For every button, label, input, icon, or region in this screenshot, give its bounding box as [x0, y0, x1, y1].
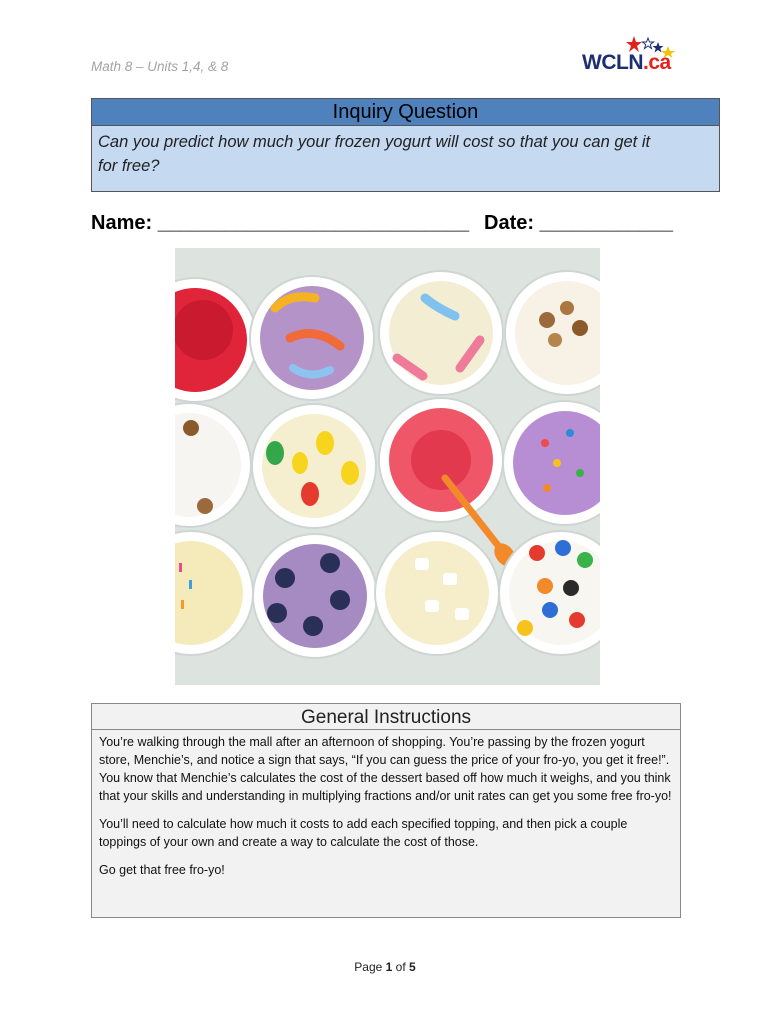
date-field[interactable]: Date: ____________: [484, 212, 674, 234]
page-word: Page: [354, 960, 383, 974]
yogurt-cup-vanilla-gummy: [379, 271, 503, 395]
yogurt-cup-marshmallow: [375, 531, 499, 655]
page-current: 1: [385, 960, 393, 974]
logo-suffix: ca: [648, 51, 671, 74]
instructions-paragraph-2: You’ll need to calculate how much it costs to add each specified topping, and then pick a couple toppings of your own and create a way to calculate the cost of those.: [99, 817, 628, 849]
logo-text: WCLN: [582, 51, 643, 74]
inquiry-question-box: [91, 98, 720, 192]
instructions-title: General Instructions: [92, 704, 680, 730]
instructions-body: [92, 730, 680, 879]
yogurt-cup-bears: [252, 404, 376, 528]
yogurt-cup-blueberry: [253, 534, 377, 658]
page-total: 5: [409, 960, 416, 974]
general-instructions-box: [91, 703, 681, 918]
page-of: of: [395, 960, 406, 974]
instructions-paragraph-3: Go get that free fro-yo!: [99, 863, 225, 877]
inquiry-question-line1: Can you predict how much your frozen yogurt will cost so that you can get it: [98, 133, 651, 151]
inquiry-title: Inquiry Question: [92, 99, 719, 126]
inquiry-question-line2: for free?: [98, 157, 160, 175]
frozen-yogurt-photo: [175, 248, 600, 685]
wcln-logo: WCLN.ca: [582, 34, 678, 76]
instructions-paragraph-1: You’re walking through the mall after an afternoon of shopping. You’re passing by the frozen yogurt store, Menchie’s, and notice a sign that says, “If you can guess the price of your fro-yo, you get it free!”. You know that Menchie’s calculates the cost of the dessert based off how much it weighs, and you think that your skills and understanding in multiplying fractions and/or unit rates can get you some free fro-yo!: [99, 735, 672, 803]
course-header: Math 8 – Units 1,4, & 8: [91, 59, 229, 74]
name-field[interactable]: Name: ____________________________: [91, 212, 470, 234]
page-number: [0, 960, 770, 974]
yogurt-cup-purple-gummy: [250, 276, 374, 400]
inquiry-question: [92, 126, 719, 178]
